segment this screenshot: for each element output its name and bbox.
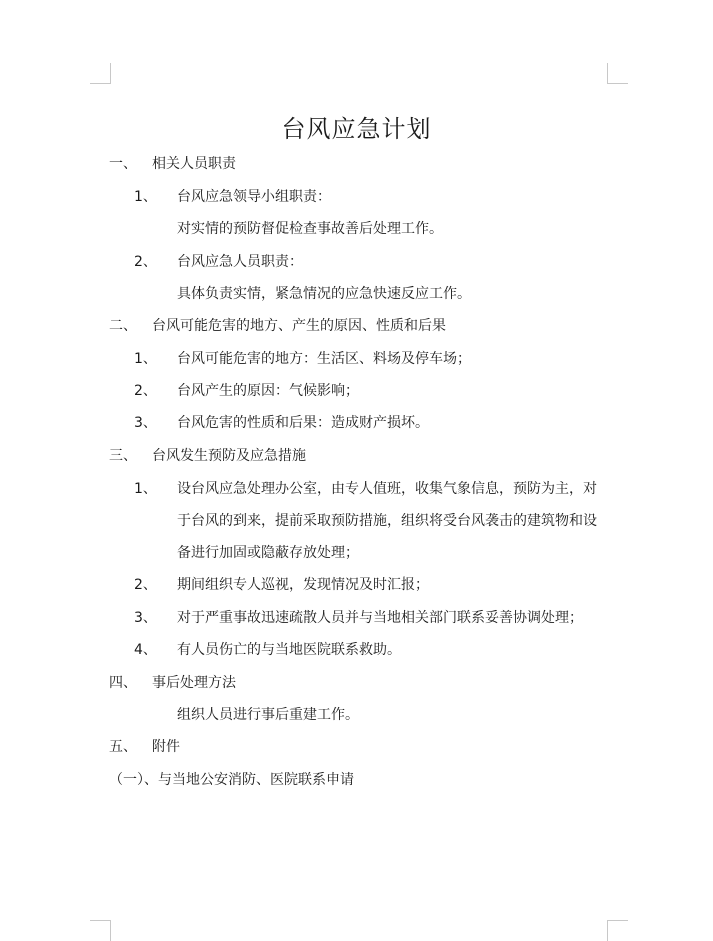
section-heading: 台风发生预防及应急措施 <box>152 448 306 464</box>
section-marker: 五、 <box>109 739 137 755</box>
section-marker: 四、 <box>109 675 137 691</box>
section-marker: 一、 <box>109 156 137 172</box>
item-number: 2、 <box>134 577 157 593</box>
item-number: 4、 <box>134 642 157 658</box>
item-detail: 组织人员进行事后重建工作。 <box>177 707 359 723</box>
margin-corner-mark-bottom-left <box>90 920 111 941</box>
document-title: 台风应急计划 <box>281 115 432 143</box>
item-text: 有人员伤亡的与当地医院联系救助。 <box>177 642 401 658</box>
section-heading: 附件 <box>152 739 180 755</box>
item-number: 3、 <box>134 415 157 431</box>
section-heading: 台风可能危害的地方、产生的原因、性质和后果 <box>152 318 446 334</box>
section-heading: 事后处理方法 <box>152 675 236 691</box>
section-marker: 三、 <box>109 448 137 464</box>
item-number: 3、 <box>134 610 157 626</box>
item-text: 备进行加固或隐蔽存放处理； <box>177 545 359 561</box>
item-number: 1、 <box>134 189 157 205</box>
item-text: 台风危害的性质和后果：造成财产损坏。 <box>177 415 429 431</box>
margin-corner-mark-top-right <box>607 63 628 84</box>
sub-item: （一）、与当地公安消防、医院联系申请 <box>109 772 354 788</box>
margin-corner-mark-top-left <box>90 63 111 84</box>
item-number: 1、 <box>134 481 157 497</box>
item-detail: 对实情的预防督促检查事故善后处理工作。 <box>177 221 443 237</box>
item-text: 设台风应急处理办公室，由专人值班，收集气象信息，预防为主，对 <box>177 481 597 497</box>
section-heading: 相关人员职责 <box>152 156 236 172</box>
item-number: 2、 <box>134 383 157 399</box>
item-detail: 具体负责实情，紧急情况的应急快速反应工作。 <box>177 286 471 302</box>
item-text: 对于严重事故迅速疏散人员并与当地相关部门联系妥善协调处理； <box>177 610 583 626</box>
item-text: 台风应急领导小组职责： <box>177 189 331 205</box>
item-number: 2、 <box>134 254 157 270</box>
item-text: 于台风的到来，提前采取预防措施，组织将受台风袭击的建筑物和设 <box>177 513 597 529</box>
item-text: 台风可能危害的地方：生活区、料场及停车场； <box>177 351 471 367</box>
section-marker: 二、 <box>109 318 137 334</box>
item-text: 期间组织专人巡视，发现情况及时汇报； <box>177 577 429 593</box>
item-text: 台风应急人员职责： <box>177 254 303 270</box>
item-number: 1、 <box>134 351 157 367</box>
item-text: 台风产生的原因：气候影响； <box>177 383 359 399</box>
margin-corner-mark-bottom-right <box>607 920 628 941</box>
